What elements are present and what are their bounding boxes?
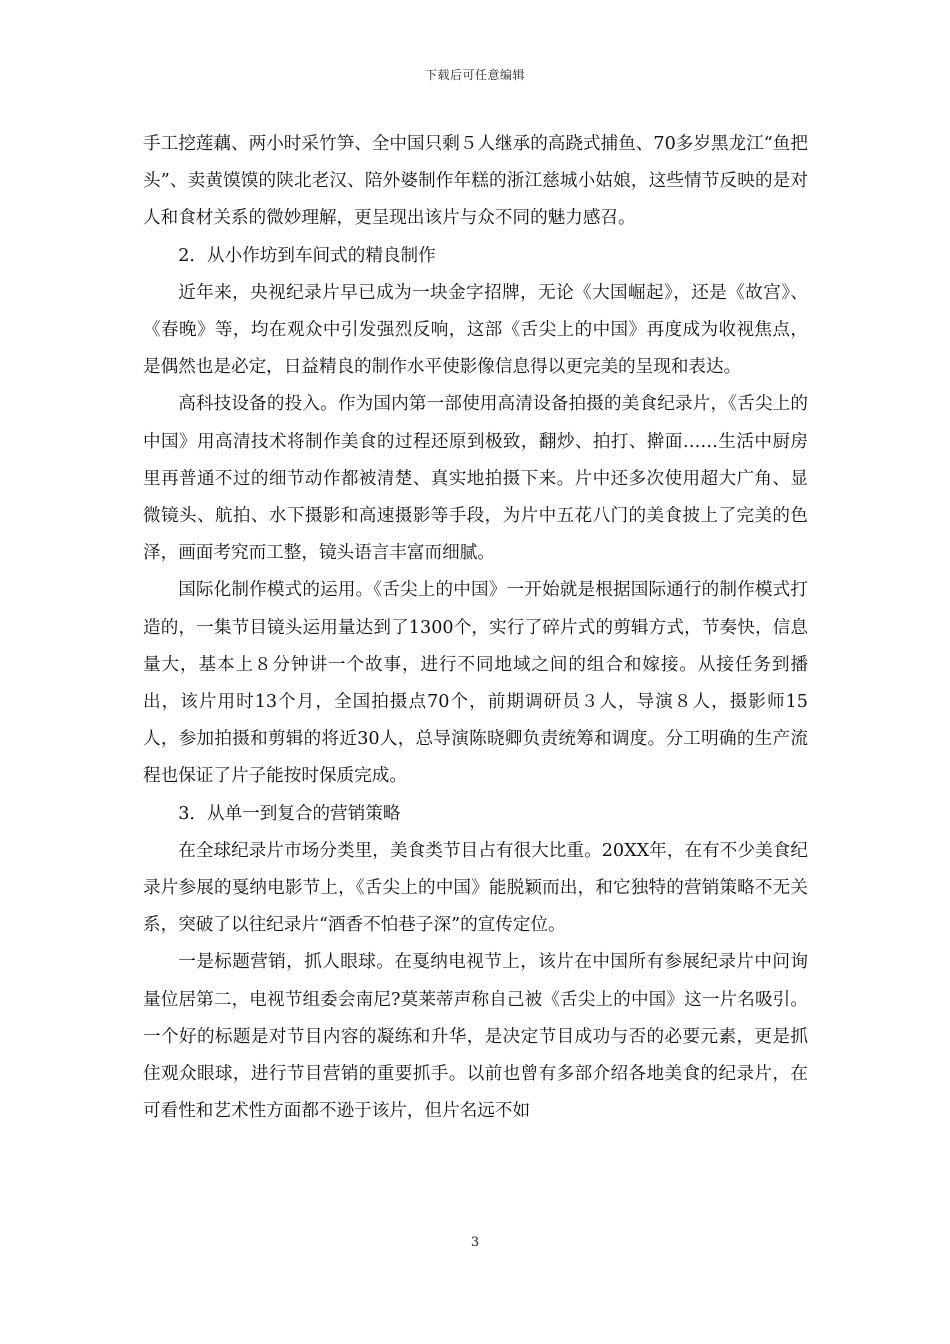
paragraph: 近年来，央视纪录片早已成为一块金字招牌，无论《大国崛起》，还是《故宫》、《春晚》等，均在观众中引发强烈反响，这部《舌尖上的中国》再度成为收视焦点，是偶然也是必定，日益精良的制作水平使影像信息得以更完美的呈现和表达。 bbox=[143, 282, 808, 378]
page-header: 下载后可任意编辑 bbox=[424, 68, 525, 82]
paragraph: 一是标题营销，抓人眼球。在戛纳电视节上，该片在中国所有参展纪录片中问询量位居第二，电视节组委会南尼?莫莱蒂声称自己被《舌尖上的中国》这一片名吸引。一个好的标题是对节目内容的凝练和升华，是决定节目成功与否的必要元素，更是抓住观众眼球，进行节目营销的重要抓手。以前也曾有多部介绍各地美食的纪录片，在可看性和艺术性方面都不逊于该片，但片名远不如 bbox=[143, 952, 808, 1122]
section-heading-2: 2．从小作坊到车间式的精良制作 bbox=[178, 245, 436, 266]
section-heading-3: 3．从单一到复合的营销策略 bbox=[178, 803, 401, 824]
page-number: 3 bbox=[470, 1235, 480, 1250]
paragraph: 国际化制作模式的运用。《舌尖上的中国》一开始就是根据国际通行的制作模式打造的，一集节目镜头运用量达到了1300个，实行了碎片式的剪辑方式，节奏快，信息量大，基本上８分钟讲一个故事，进行不同地域之间的组合和嫁接。从接任务到播出，该片用时13个月，全国拍摄点70个，前期调研员３人，导演８人，摄影师15人，参加拍摄和剪辑的将近30人，总导演陈晓卿负责统筹和调度。分工明确的生产流程也保证了片子能按时保质完成。 bbox=[143, 580, 808, 787]
paragraph: 在全球纪录片市场分类里，美食类节目占有很大比重。20XX年，在有不少美食纪录片参展的戛纳电影节上，《舌尖上的中国》能脱颖而出，和它独特的营销策略不无关系，突破了以往纪录片“酒香不怕巷子深”的宣传定位。 bbox=[143, 840, 808, 936]
paragraph: 高科技设备的投入。作为国内第一部使用高清设备拍摄的美食纪录片，《舌尖上的中国》用高清技术将制作美食的过程还原到极致，翻炒、拍打、擀面……生活中厨房里再普通不过的细节动作都被清楚、真实地拍摄下来。片中还多次使用超大广角、显微镜头、航拍、水下摄影和高速摄影等手段，为片中五花八门的美食披上了完美的色泽，画面考究而工整，镜头语言丰富而细腻。 bbox=[143, 394, 808, 564]
paragraph-continuation: 手工挖莲藕、两小时采竹笋、全中国只剩５人继承的高跷式捕鱼、70多岁黑龙江“鱼把头”、卖黄馍馍的陕北老汉、陪外婆制作年糕的浙江慈城小姑娘，这些情节反映的是对人和食材关系的微妙理解，更呈现出该片与众不同的魅力感召。 bbox=[143, 134, 808, 229]
body-text bbox=[143, 126, 808, 1130]
